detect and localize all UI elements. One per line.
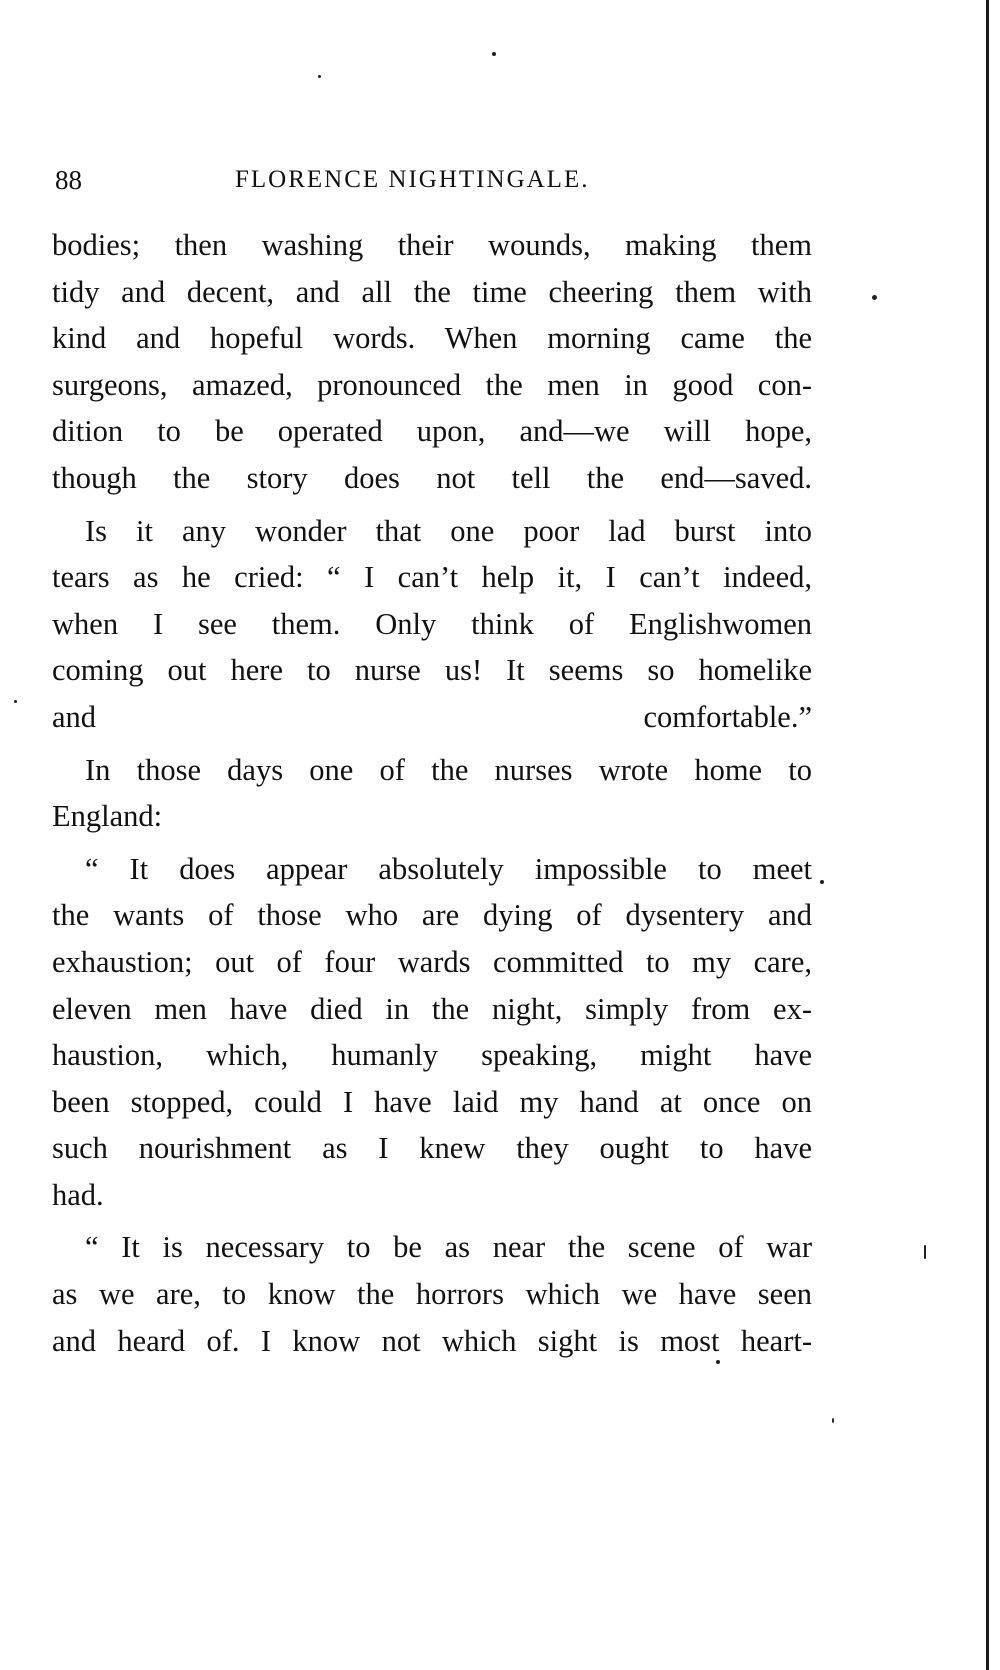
text-line: haustion, which, humanly speaking, might have: [52, 1038, 812, 1073]
text-line: been stopped, could I have laid my hand at once on: [52, 1084, 812, 1119]
text-line: England:: [52, 799, 163, 834]
text-line: eleven men have died in the night, simply from ex-: [52, 991, 812, 1026]
text-line: exhaustion; out of four wards committed to my care,: [52, 944, 812, 979]
text-line: tears as he cried: “ I can’t help it, I can’t indeed,: [52, 560, 812, 595]
scan-speck: [492, 52, 496, 56]
page-number: 88: [55, 165, 82, 195]
text-line: Is it any wonder that one poor lad burst into: [85, 513, 812, 548]
text-line: had.: [52, 1177, 104, 1212]
text-line: as we are, to know the horrors which we have seen: [52, 1277, 812, 1312]
body-text: [52, 222, 812, 1364]
page-edge-shadow: [986, 0, 989, 1670]
text-line: In those days one of the nurses wrote home to: [85, 752, 812, 787]
paragraph: [52, 508, 812, 741]
text-line: surgeons, amazed, pronounced the men in good con-: [52, 367, 812, 402]
text-line: kind and hopeful words. When morning came the: [52, 321, 812, 356]
text-line: such nourishment as I knew they ought to have: [52, 1131, 812, 1166]
text-line: when I see them. Only think of Englishwomen: [52, 606, 812, 641]
text-line: coming out here to nurse us! It seems so homelike: [52, 653, 812, 688]
text-line: “ It does appear absolutely impossible to meet: [85, 851, 812, 886]
text-line: though the story does not tell the end—saved.: [52, 460, 812, 495]
scan-speck: [872, 295, 877, 300]
scan-speck: [318, 75, 321, 78]
text-line: dition to be operated upon, and—we will hope,: [52, 414, 812, 449]
text-line: bodies; then washing their wounds, making them: [52, 228, 812, 262]
paragraph: [52, 1224, 812, 1364]
text-line: and heard of. I know not which sight is most heart-: [52, 1323, 812, 1358]
paragraph: [52, 747, 812, 840]
scan-speck: [832, 1418, 834, 1423]
text-line: the wants of those who are dying of dysentery and: [52, 898, 812, 933]
page-header: [55, 160, 815, 200]
scan-speck: [14, 700, 17, 703]
paragraph: [52, 846, 812, 1219]
paragraph: [52, 222, 812, 502]
scan-speck: [924, 1245, 926, 1259]
text-line: tidy and decent, and all the time cheering them with: [52, 274, 812, 309]
text-line: “ It is necessary to be as near the scene of war: [85, 1230, 812, 1265]
running-title: FLORENCE NIGHTINGALE.: [235, 166, 590, 193]
text-line: and comfortable.”: [52, 699, 812, 734]
scan-speck: [820, 880, 824, 884]
